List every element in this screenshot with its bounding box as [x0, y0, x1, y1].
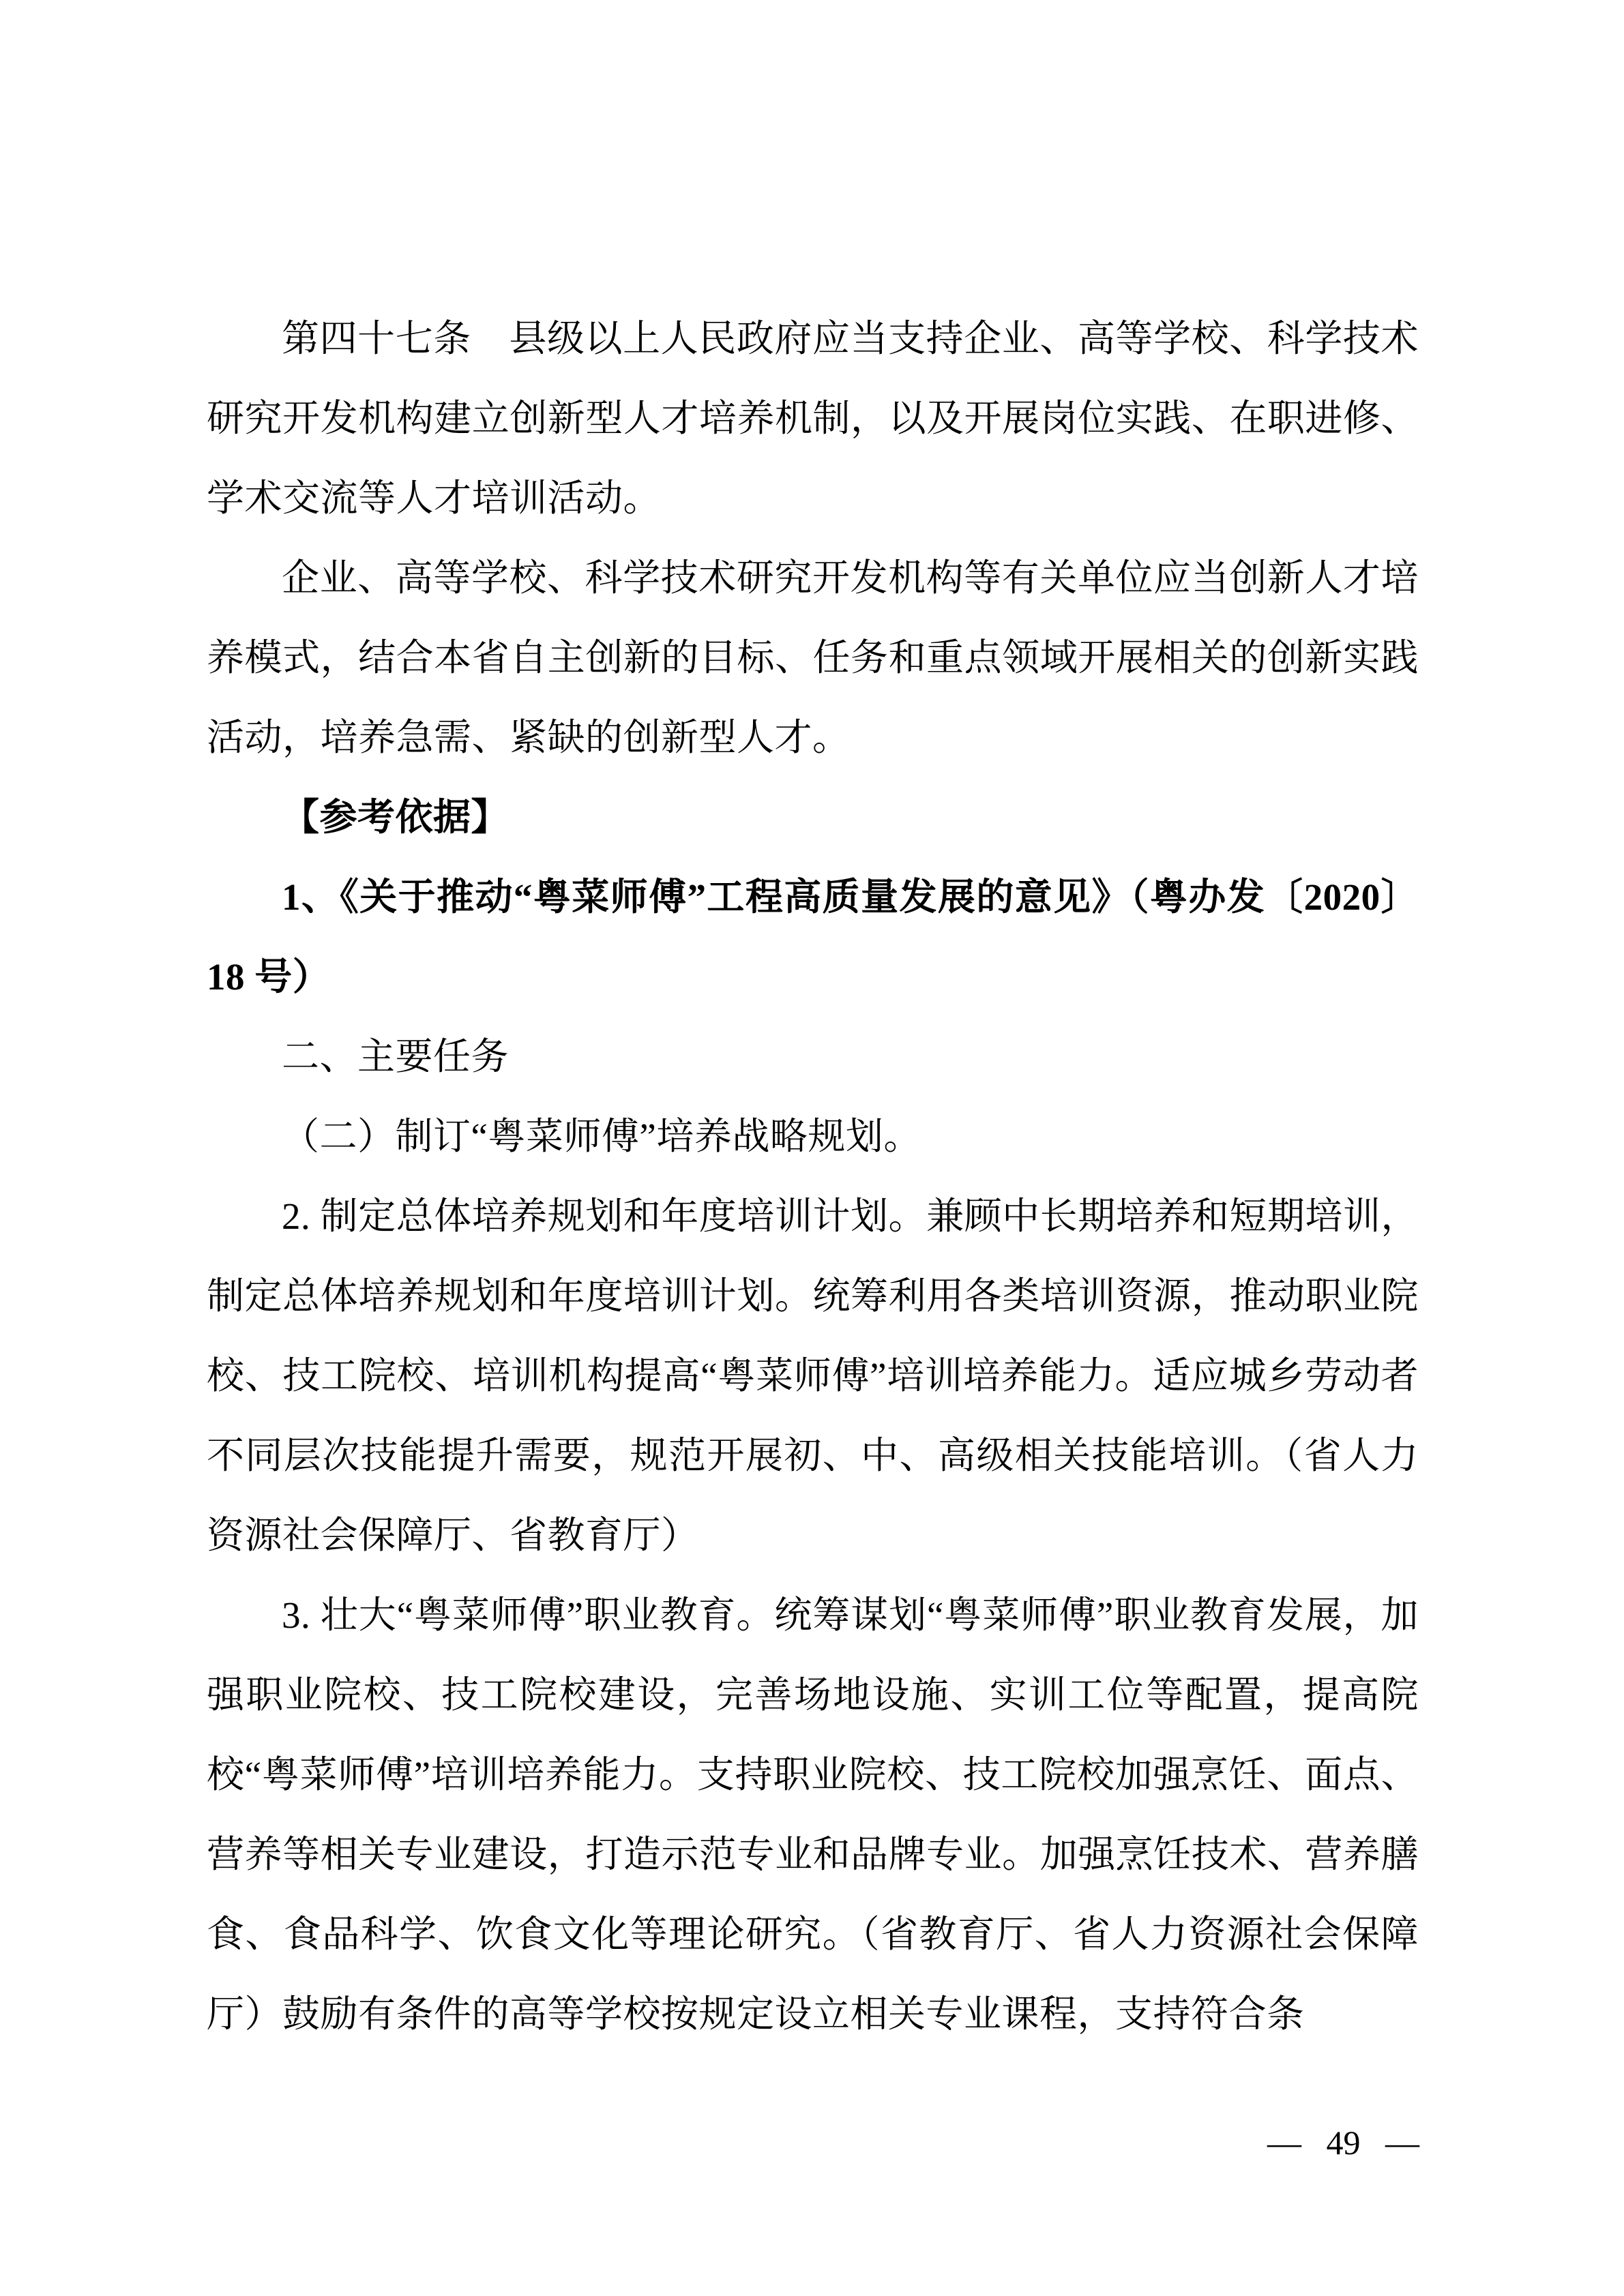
- page-footer: [1267, 2122, 1419, 2163]
- subsection-heading-training-plan: （二）制订“粤菜师傅”培养战略规划。: [282, 1116, 921, 1157]
- section-heading-main-tasks: 二、主要任务: [282, 1036, 510, 1077]
- reference-document-title: 1、《关于推动“粤菜师傅”工程高质量发展的意见》（粤办发〔2020〕18 号）: [207, 876, 1419, 998]
- paragraph-item-2-training-plans: 2. 制定总体培养规划和年度培训计划。兼顾中长期培养和短期培训，制定总体培养规划和年度培训计划。统筹利用各类培训资源，推动职业院校、技工院校、培训机构提高“粤菜师傅”培训培养能力。适应城乡劳动者不同层次技能提升需要，规范开展初、中、高级相关技能培训。（省人力资源社会保障厅、省教育厅）: [207, 1195, 1419, 1556]
- reference-basis-heading: 【参考依据】: [282, 796, 510, 838]
- paragraph-item-3-vocational-education: 3. 壮大“粤菜师傅”职业教育。统筹谋划“粤菜师傅”职业教育发展，加强职业院校、技工院校建设，完善场地设施、实训工位等配置，提高院校“粤菜师傅”培训培养能力。支持职业院校、技工院校加强烹饪、面点、营养等相关专业建设，打造示范专业和品牌专业。加强烹饪技术、营养膳食、食品科学、饮食文化等理论研究。（省教育厅、省人力资源社会保障厅）鼓励有条件的高等学校按规定设立相关专业课程，支持符合条: [207, 1594, 1419, 2035]
- page-number: — 49 —: [1267, 2123, 1419, 2162]
- document-body: [207, 299, 1419, 2054]
- paragraph-article-47-clause-2: 企业、高等学校、科学技术研究开发机构等有关单位应当创新人才培养模式，结合本省自主创新的目标、任务和重点领域开展相关的创新实践活动，培养急需、紧缺的创新型人才。: [207, 557, 1419, 758]
- paragraph-article-47-clause-1: 第四十七条 县级以上人民政府应当支持企业、高等学校、科学技术研究开发机构建立创新型人才培养机制，以及开展岗位实践、在职进修、学术交流等人才培训活动。: [207, 318, 1419, 519]
